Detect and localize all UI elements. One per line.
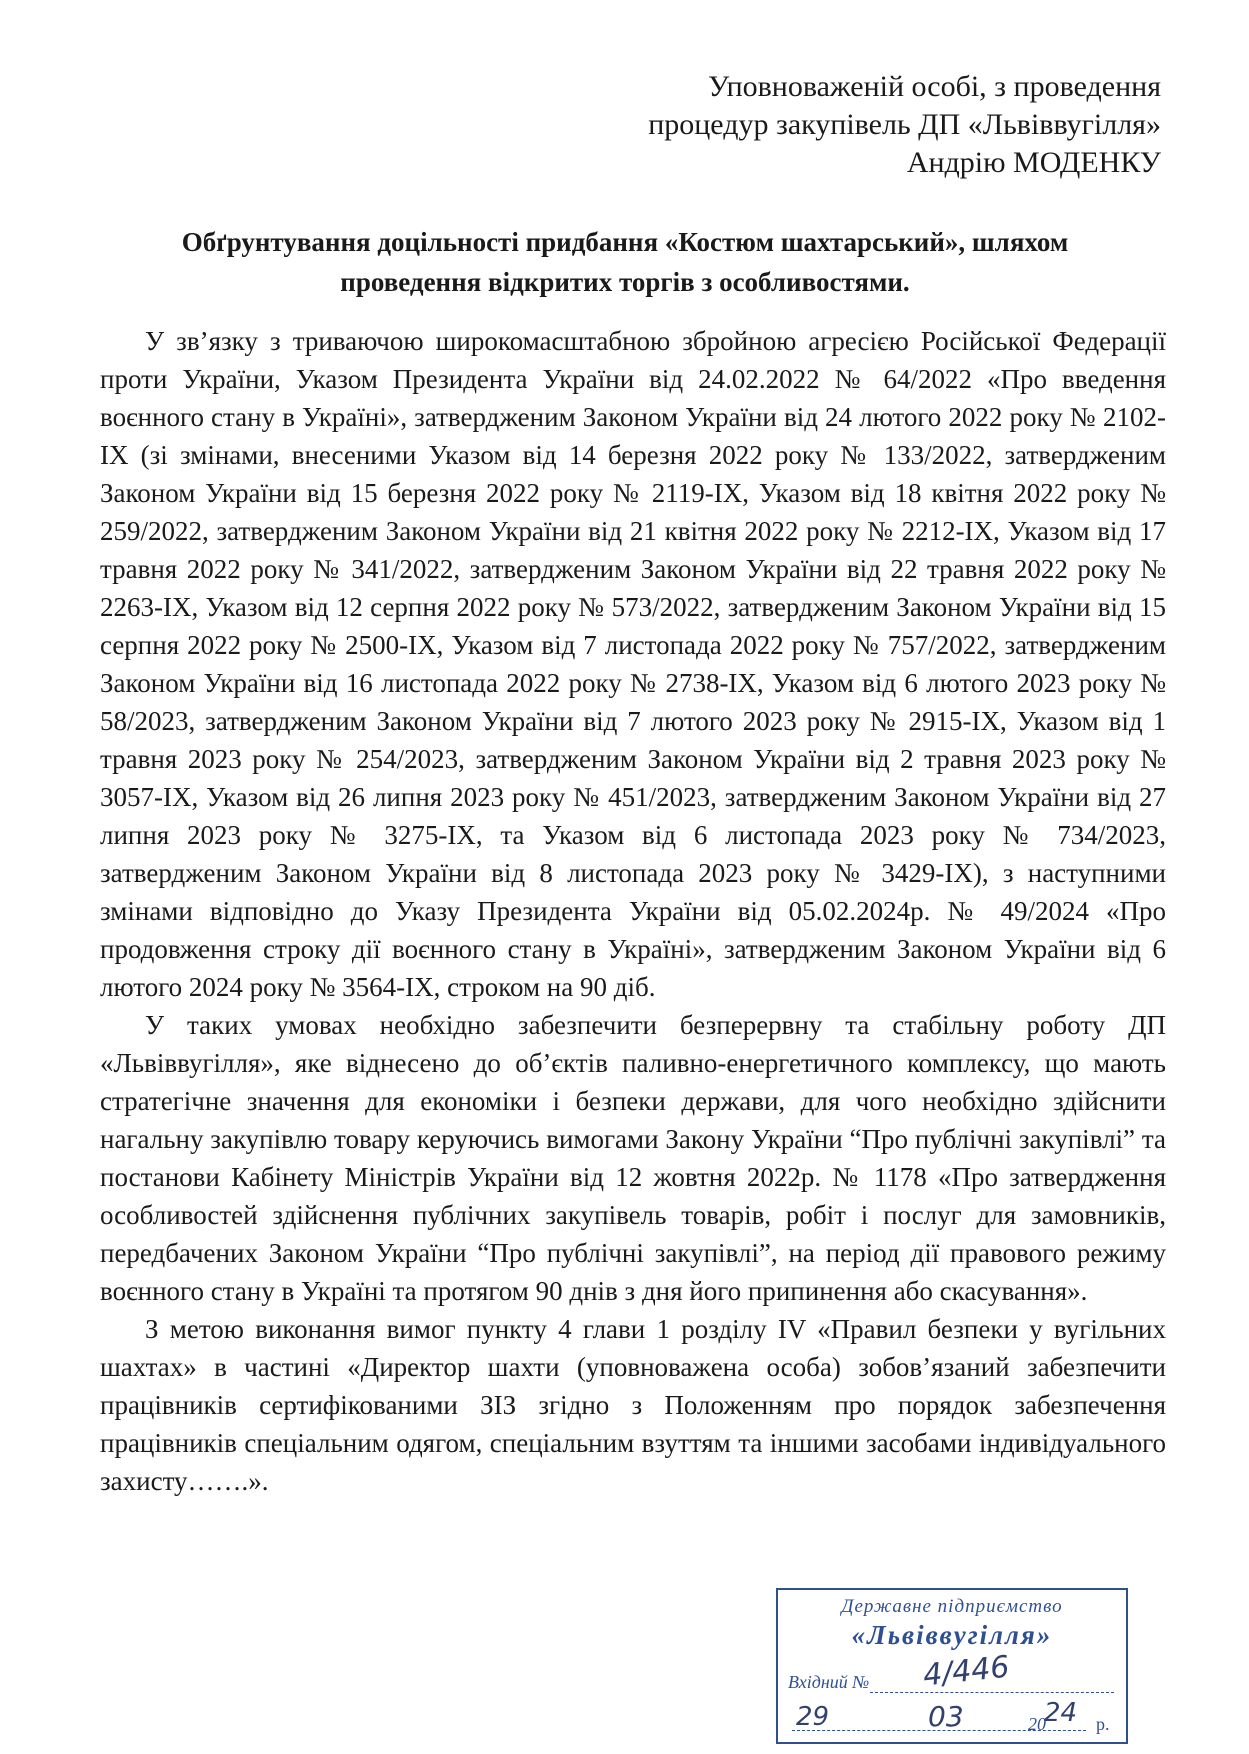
title-line-1: Обґрунтування доцільності придбання «Костюм шахтарський», шляхом <box>181 227 1069 257</box>
stamp-name: «Львіввугілля» <box>851 1620 1053 1650</box>
stamp-org: Державне підприємство <box>841 1596 1063 1617</box>
addressee-line-3: Андрію МОДЕНКУ <box>906 146 1161 179</box>
stamp-number-line <box>870 1692 1114 1693</box>
stamp-incoming-label: Вхідний № <box>788 1672 870 1692</box>
stamp-year: 24 <box>1044 1698 1078 1728</box>
paragraph-3: З метою виконання вимог пункту 4 глави 1 розділу ІV «Правил безпеки у вугільних шахтах» в частині «Директор шахти (уповноважена особа) зобов’язаний забезпечити працівників сертифікованими ЗІЗ згідно з Положенням про порядок забезпечення працівників спеціальним одягом, спеціальним взуттям та іншими засобами індивідуального захисту…….». <box>100 1314 1166 1496</box>
addressee-line-2: процедур закупівель ДП «Львіввугілля» <box>648 108 1161 141</box>
addressee-line-1: Уповноваженій особі, з проведення <box>707 70 1161 103</box>
stamp-month: 03 <box>928 1700 964 1733</box>
stamp-year-suffix: р. <box>1096 1714 1110 1734</box>
addressee-block <box>648 68 1161 182</box>
title-line-2: проведення відкритих торгів з особливостями. <box>340 267 910 297</box>
document-body <box>100 322 1166 1500</box>
incoming-registration-stamp <box>776 1588 1128 1744</box>
stamp-incoming-number: 4/446 <box>921 1649 1012 1694</box>
document-title <box>100 222 1150 302</box>
stamp-day: 29 <box>796 1702 830 1732</box>
stamp-year-prefix: 20 <box>1028 1714 1046 1734</box>
paragraph-2: У таких умовах необхідно забезпечити безперервну та стабільну роботу ДП «Львіввугілля», яке віднесено до об’єктів паливно-енергетичного комплексу, що мають стратегічне значення для економіки і безпеки держави, для чого необхідно здійснити нагальну закупівлю товару керуючись вимогами Закону України “Про публічні закупівлі” та постанови Кабінету Міністрів України від 12 жовтня 2022р. № 1178 «Про затвердження особливостей здійснення публічних закупівель товарів, робіт і послуг для замовників, передбачених Законом України “Про публічні закупівлі”, на період дії правового режиму воєнного стану в Україні та протягом 90 днів з дня його припинення або скасування». <box>100 1010 1166 1306</box>
paragraph-1: У зв’язку з триваючою широкомасштабною збройною агресією Російської Федерації проти України, Указом Президента України від 24.02.2022 № 64/2022 «Про введення воєнного стану в Україні», затвердженим Законом України від 24 лютого 2022 року № 2102-ІХ (зі змінами, внесеними Указом від 14 березня 2022 року № 133/2022, затвердженим Законом України від 15 березня 2022 року № 2119-ІХ, Указом від 18 квітня 2022 року № 259/2022, затвердженим Законом України від 21 квітня 2022 року № 2212-ІХ, Указом від 17 травня 2022 року № 341/2022, затвердженим Законом України від 22 травня 2022 року № 2263-ІХ, Указом від 12 серпня 2022 року № 573/2022, затвердженим Законом України від 15 серпня 2022 року № 2500-ІХ, Указом від 7 листопада 2022 року № 757/2022, затвердженим Законом України від 16 листопада 2022 року № 2738-ІХ, Указом від 6 лютого 2023 року № 58/2023, затвердженим Законом України від 7 лютого 2023 року № 2915-ІХ, Указом від 1 травня 2023 року № 254/2023, затвердженим Законом України від 2 травня 2023 року № 3057-ІХ, Указом від 26 липня 2023 року № 451/2023, затвердженим Законом України від 27 липня 2023 року № 3275-ІХ, та Указом від 6 листопада 2023 року № 734/2023, затвердженим Законом України від 8 листопада 2023 року № 3429-ІХ), з наступними змінами відповідно до Указу Президента України від 05.02.2024р. № 49/2024 «Про продовження строку дії воєнного стану в Україні», затвердженим Законом України від 6 лютого 2024 року № 3564-ІХ, строком на 90 діб. <box>100 326 1166 1002</box>
